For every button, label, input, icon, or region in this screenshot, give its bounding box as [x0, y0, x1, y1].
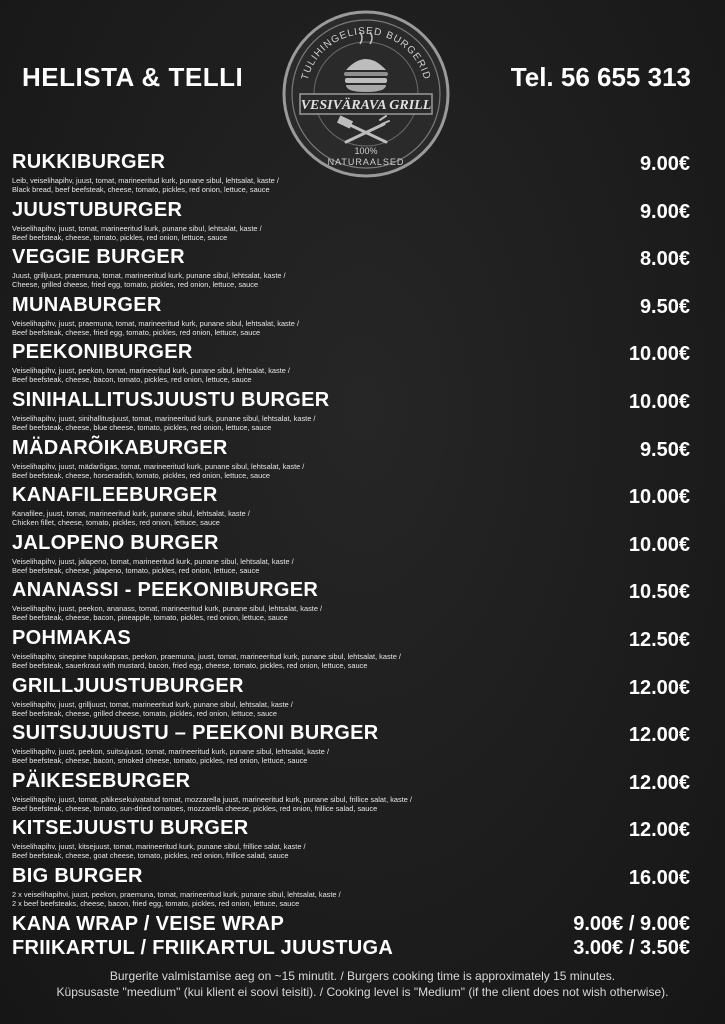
- menu-item-price: 12.00€: [628, 724, 690, 747]
- menu-item-description-et: Veiselihapihv, juust, tomat, päikesekuivatatud tomat, mozzarella juust, marineeritud kurk, punane sibul, frillice salat, kaste /: [12, 794, 412, 804]
- menu-item-price: 10.00€: [628, 390, 690, 413]
- menu-item-price: 9.00€: [639, 153, 690, 175]
- menu-item: [12, 293, 702, 341]
- menu-item-description-et: Veiselihapihv, juust, peekon, suitsujuust, tomat, marineeritud kurk, punane sibul, lehtsalat, kaste /: [12, 747, 330, 757]
- menu-item: [12, 150, 702, 198]
- logo-top-arc-text: TULIHINGELISED BURGERID: [299, 25, 433, 82]
- menu-item-description-et: Veiselihapihv, sinepine hapukapsas, peekon, praemuna, juust, tomat, marineeritud kurk, punane sibul, lehtsalat, kaste /: [12, 651, 401, 661]
- footer-cooking-time: Burgerite valmistamise aeg on ~15 minutit. / Burgers cooking time is approximately 15 minutes.: [109, 969, 616, 983]
- menu-item-name: RUKKIBURGER: [12, 151, 166, 173]
- menu-item-price: 10.50€: [628, 581, 690, 604]
- menu-item-name: SINIHALLITUSJUUSTU BURGER: [12, 388, 330, 411]
- menu-item-name: BIG BURGER: [12, 864, 143, 887]
- menu-item: [12, 769, 702, 817]
- menu-item-price: 16.00€: [628, 866, 690, 889]
- menu-item-description-et: Veiselihapihv, juust, praemuna, tomat, marineeritud kurk, punane sibul, lehtsalat, kaste /: [12, 318, 300, 328]
- menu-item: [12, 436, 702, 484]
- menu-item-description-et: Veiselihapihv, juust, jalapeno, tomat, marineeritud kurk, punane sibul, lehtsalat, kaste /: [12, 556, 294, 566]
- menu-item-description-en: 2 x beef beefsteaks, cheese, bacon, fried egg, tomato, pickles, red onion, lettuce, sauce: [12, 898, 300, 908]
- menu-item-description-en: Beef beefsteak, cheese, goat cheese, tomato, pickles, red onion, frillice salad, sauce: [12, 851, 289, 861]
- menu-item-name: MÄDARÕIKABURGER: [12, 436, 228, 459]
- menu-item-name: GRILLJUUSTUBURGER: [12, 674, 244, 697]
- menu-item-description-en: Beef beefsteak, sauerkraut with mustard, bacon, fried egg, cheese, tomato, pickles, red onion, lettuce, sauce: [12, 660, 368, 670]
- menu-item-description-en: Beef beefsteak, cheese, bacon, smoked cheese, tomato, pickles, red onion, lettuce, sauce: [12, 756, 308, 766]
- menu-item-description-en: Beef beefsteak, cheese, horseradish, tomato, pickles, red onion, lettuce, sauce: [12, 470, 271, 480]
- menu-item-name: KANAFILEEBURGER: [12, 484, 218, 507]
- menu-item-price: 12.00€: [628, 771, 690, 794]
- menu-item-description-en: Beef beefsteak, cheese, tomato, sun-dried tomatoes, mozzarella cheese, pickles, red onion, frillice salad, sauce: [12, 803, 378, 813]
- menu-item-description-et: Veiselihapihv, juust, peekon, ananass, tomat, marineeritud kurk, punane sibul, lehtsalat, kaste /: [12, 604, 323, 614]
- menu-item: [12, 626, 702, 674]
- menu-item: [12, 483, 702, 531]
- menu-item-description-en: Beef beefsteak, cheese, jalapeno, tomato, pickles, red onion, lettuce, sauce: [12, 565, 260, 575]
- menu-item-price: 9.50€: [639, 295, 690, 318]
- menu-item-description-en: Cheese, grilled cheese, fried egg, tomato, pickles, red onion, lettuce, sauce: [12, 280, 259, 290]
- footer-cooking-level: Küpsusaste "meedium" (kui klient ei soovi teisiti). / Cooking level is "Medium" (if the client does not wish otherwise).: [56, 985, 669, 999]
- menu-item-description-en: Beef beefsteak, cheese, fried egg, tomato, pickles, red onion, lettuce, sauce: [12, 327, 261, 337]
- menu-item-description-et: Leib, veiselihapihv, juust, tomat, marineeritud kurk, punane sibul, lehtsalat, kaste /: [12, 176, 279, 185]
- menu-extra-name: FRIIKARTUL / FRIIKARTUL JUUSTUGA: [12, 936, 394, 959]
- menu-item-description-en: Beef beefsteak, cheese, tomato, pickles, red onion, lettuce, sauce: [12, 232, 228, 242]
- menu-item: [12, 578, 702, 626]
- menu-item-description-en: Black bread, beef beefsteak, cheese, tomato, pickles, red onion, lettuce, sauce: [12, 185, 270, 194]
- menu-item-price: 12.50€: [628, 628, 690, 651]
- menu-item-name: JUUSTUBURGER: [12, 198, 183, 221]
- menu-item-description-et: Veiselihapihv, juust, kitsejuust, tomat, marineeritud kurk, punane sibul, frillice salat, kaste /: [12, 842, 306, 852]
- menu-extra-item: [12, 936, 702, 960]
- menu-item-name: PEEKONIBURGER: [12, 341, 193, 364]
- logo-brand-name: VESIVÄRAVA GRILL: [300, 98, 432, 113]
- menu-item-description-en: Chicken fillet, cheese, tomato, pickles, red onion, lettuce, sauce: [12, 518, 220, 528]
- menu-item-price: 12.00€: [628, 819, 690, 842]
- logo-naturaalsed: NATURAALSED: [327, 157, 405, 167]
- menu-item-name: SUITSUJUUSTU – PEEKONI BURGER: [12, 722, 379, 745]
- menu-item-description-en: Beef beefsteak, cheese, blue cheese, tomato, pickles, red onion, lettuce, sauce: [12, 422, 272, 432]
- menu-item-name: POHMAKAS: [12, 626, 132, 649]
- menu-item-name: PÄIKESEBURGER: [12, 769, 191, 792]
- menu-item: [12, 864, 702, 912]
- menu-item-description-et: Veiselihapihv, juust, peekon, tomat, marineeritud kurk, punane sibul, lehtsalat, kaste /: [12, 366, 290, 376]
- menu-item: [12, 674, 702, 722]
- menu-item-name: MUNABURGER: [12, 293, 162, 316]
- menu-item: [12, 245, 702, 293]
- menu-item-description-en: Beef beefsteak, cheese, bacon, tomato, pickles, red onion, lettuce, sauce: [12, 375, 252, 385]
- menu-extra-item: [12, 912, 702, 936]
- menu-item-price: 9.00€: [639, 200, 690, 223]
- menu-item-price: 10.00€: [628, 533, 690, 556]
- menu-item-name: ANANASSI - PEEKONIBURGER: [12, 579, 319, 602]
- menu-extra-price: 9.00€ / 9.00€: [573, 912, 690, 935]
- menu-item-description-en: Beef beefsteak, cheese, grilled cheese, tomato, pickles, red onion, lettuce, sauce: [12, 708, 277, 718]
- menu-item-description-en: Beef beefsteak, cheese, bacon, pineapple, tomato, pickles, red onion, lettuce, sauce: [12, 613, 288, 623]
- menu-item-name: VEGGIE BURGER: [12, 246, 185, 269]
- menu-item-price: 10.00€: [628, 343, 690, 366]
- menu-item-price: 9.50€: [639, 438, 690, 461]
- menu-item-description-et: Veiselihapihv, juust, mädarõigas, tomat, marineeritud kurk, punane sibul, lehtsalat, kaste /: [12, 461, 305, 471]
- menu-item-price: 12.00€: [628, 676, 690, 699]
- header-phone[interactable]: Tel. 56 655 313: [510, 62, 691, 92]
- menu-item-description-et: Veiselihapihv, juust, sinihallitusjuust, tomat, marineeritud kurk, punane sibul, lehtsalat, kaste /: [12, 413, 316, 423]
- menu-item: [12, 721, 702, 769]
- menu-item-description-et: 2 x veiselihapihvi, juust, peekon, praemuna, tomat, marineeritud kurk, punane sibul, lehtsalat, kaste /: [12, 889, 341, 899]
- menu-item-description-et: Juust, grilljuust, praemuna, tomat, marineeritud kurk, punane sibul, lehtsalat, kaste /: [12, 271, 286, 281]
- menu-item-price: 10.00€: [628, 486, 690, 509]
- menu-item-description-et: Veiselihapihv, juust, grilljuust, tomat, marineeritud kurk, punane sibul, lehtsalat, kaste /: [12, 699, 293, 709]
- menu-item: [12, 816, 702, 864]
- menu-item-price: 8.00€: [639, 248, 690, 271]
- menu-item: [12, 198, 702, 246]
- menu-item: [12, 531, 702, 579]
- menu-item: [12, 388, 702, 436]
- menu-item-name: JALOPENO BURGER: [12, 531, 219, 554]
- menu-item-description-et: Kanafilee, juust, tomat, marineeritud kurk, punane sibul, lehtsalat, kaste /: [12, 509, 250, 519]
- menu-item-description-et: Veiselihapihv, juust, tomat, marineeritud kurk, punane sibul, lehtsalat, kaste /: [12, 223, 262, 233]
- menu-item-name: KITSEJUUSTU BURGER: [12, 817, 249, 840]
- menu-extra-price: 3.00€ / 3.50€: [573, 936, 690, 959]
- logo-100-percent: 100%: [354, 146, 378, 156]
- menu-item: [12, 340, 702, 388]
- menu-list: [12, 150, 702, 960]
- menu-extra-name: KANA WRAP / VEISE WRAP: [12, 912, 285, 935]
- header-call-order: HELISTA & TELLI: [22, 62, 244, 92]
